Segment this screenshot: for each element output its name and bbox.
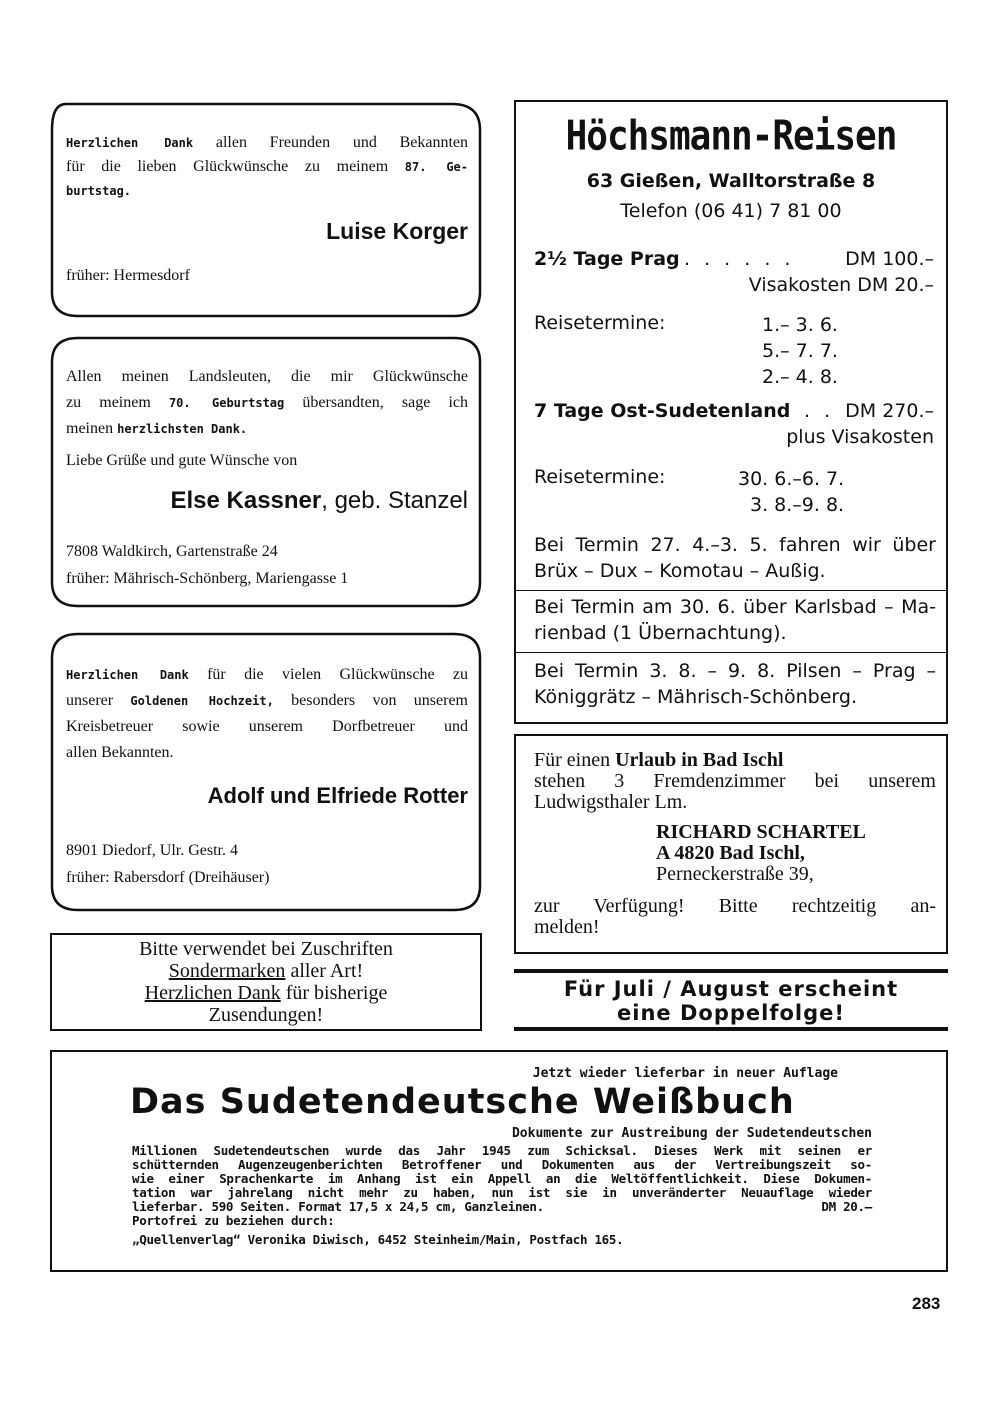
book-order-label: Portofrei zu beziehen durch:: [132, 1213, 335, 1228]
stamps-line2: Sondermarken aller Art!: [168, 960, 364, 982]
divider: [516, 590, 946, 591]
trip2-visa: plus Visakosten: [786, 426, 934, 448]
stamps-line3: Herzlichen Dank für bisherige: [144, 982, 388, 1004]
notice1-line2: für die lieben Glückwünsche zu meinem 87. Ge-: [66, 158, 468, 175]
route3-line1: Bei Termin 3. 8. – 9. 8. Pilsen – Prag –: [534, 660, 936, 682]
stamps-line4: Zusendungen!: [208, 1004, 324, 1026]
book-publisher: „Quellenverlag“ Veronika Diwisch, 6452 Steinheim/Main, Postfach 165.: [132, 1232, 624, 1247]
notice1-line1: Herzlichen Dank allen Freunden und Bekannten: [66, 134, 468, 151]
notice2-address: 7808 Waldkirch, Gartenstraße 24: [66, 543, 278, 560]
route1-line1: Bei Termin 27. 4.–3. 5. fahren wir über: [534, 534, 936, 556]
trip2-dots: . .: [804, 400, 835, 422]
notice2-line2: zu meinem 70. Geburtstag übersandten, sage ich: [66, 394, 469, 411]
book-body-line: tation war jahrelang nicht mehr zu haben, nun ist sie in unveränderter Neuauflage wieder: [132, 1185, 872, 1200]
trip2-price: DM 270.–: [845, 400, 934, 422]
notice1-name: Luise Korger: [326, 218, 468, 244]
trip1-price: DM 100.–: [845, 248, 934, 270]
notice3-address: 8901 Diedorf, Ulr. Gestr. 4: [66, 842, 238, 859]
notice1-line3: burtstag.: [66, 184, 132, 198]
announce-line1: Für Juli / August erscheint: [563, 977, 899, 1001]
trip2-date: 3. 8.–9. 8.: [750, 494, 845, 516]
notice3-line4: allen Bekannten.: [66, 744, 174, 761]
ischl-name: RICHARD SCHARTEL: [656, 821, 866, 843]
notice2-greeting: Liebe Grüße und gute Wünsche von: [66, 452, 298, 469]
book-last-line: [132, 1200, 872, 1214]
notice3-line1: Herzlichen Dank für die vielen Glückwünsche zu: [66, 666, 469, 683]
notice3-line3: Kreisbetreuer sowie unserem Dorfbetreuer und: [66, 718, 468, 735]
trip1-date: 5.– 7. 7.: [762, 340, 838, 362]
trip2-dates-label: Reisetermine:: [534, 466, 666, 488]
trip2-date: 30. 6.–6. 7.: [738, 468, 845, 490]
trip1-visa: Visakosten DM 20.–: [748, 274, 934, 296]
stamps-line1: Bitte verwendet bei Zuschriften: [139, 938, 393, 960]
travel-title: Höchsmann-Reisen: [565, 112, 897, 161]
trip1-dates-label: Reisetermine:: [534, 312, 666, 334]
trip2-label: 7 Tage Ost-Sudetenland: [534, 400, 791, 422]
announce-rule-top: [514, 969, 948, 973]
trip1-date: 1.– 3. 6.: [762, 314, 838, 336]
notice2-origin: früher: Mährisch-Schönberg, Mariengasse 1: [66, 570, 349, 587]
bad-ischl-ad: [514, 734, 948, 954]
announce-line2: eine Doppelfolge!: [617, 1001, 845, 1025]
route2-line2: rienbad (1 Übernachtung).: [534, 622, 787, 644]
notice3-name: Adolf und Elfriede Rotter: [207, 783, 468, 808]
book-subtitle: Dokumente zur Austreibung der Sudetendeutschen: [511, 1126, 872, 1141]
notice3-origin: früher: Rabersdorf (Dreihäuser): [66, 869, 270, 886]
notice2-line3: meinen herzlichsten Dank.: [66, 420, 248, 437]
trip1-date: 2.– 4. 8.: [762, 366, 838, 388]
weissbuch-ad: [50, 1050, 948, 1272]
route3-line2: Königgrätz – Mährisch-Schönberg.: [534, 686, 857, 708]
book-format: lieferbar. 590 Seiten. Format 17,5 x 24,5 cm, Ganzleinen.: [132, 1199, 544, 1214]
travel-phone: Telefon (06 41) 7 81 00: [620, 200, 842, 222]
stamps-request-box: [50, 933, 482, 1031]
route2-line1: Bei Termin am 30. 6. über Karlsbad – Ma-: [534, 596, 936, 618]
travel-ad: [514, 100, 948, 724]
ischl-town: A 4820 Bad Ischl,: [656, 842, 805, 864]
notice2-line1: Allen meinen Landsleuten, die mir Glückwünsche: [66, 368, 468, 385]
notice1-origin: früher: Hermesdorf: [66, 267, 190, 284]
announce-rule-bottom: [514, 1027, 948, 1031]
page-number: 283: [912, 1294, 941, 1313]
notice3-line2: unserer Goldenen Hochzeit, besonders von unserem: [66, 692, 469, 709]
book-body-line: schütternden Augenzeugenberichten Betroffener und Dokumenten aus der Vertreibungszeit so-: [132, 1157, 872, 1172]
ischl-line1: Für einen Urlaub in Bad Ischl: [534, 749, 784, 771]
book-body-line: wie einer Sprachenkarte im Anhang ist ein Appell an die Weltöffentlichkeit. Diese Dokumen-: [132, 1171, 872, 1186]
ischl-line4: zur Verfügung! Bitte rechtzeitig an-: [534, 895, 936, 917]
route1-line2: Brüx – Dux – Komotau – Außig.: [534, 560, 826, 582]
trip2-row: [534, 398, 934, 424]
trip1-label: 2½ Tage Prag: [534, 248, 680, 270]
trip1-dots: . . . . . .: [684, 248, 795, 270]
ischl-line2: stehen 3 Fremdenzimmer bei unserem: [534, 770, 936, 792]
trip1-row: [534, 246, 934, 272]
ischl-line3: Ludwigsthaler Lm.: [534, 791, 688, 813]
book-kicker: Jetzt wieder lieferbar in neuer Auflage: [532, 1066, 838, 1081]
book-price: DM 20.–: [821, 1199, 872, 1214]
ischl-street: Perneckerstraße 39,: [656, 863, 814, 885]
book-body-line: Millionen Sudetendeutschen wurde das Jahr 1945 zum Schicksal. Dieses Werk mit seinen er: [132, 1143, 872, 1158]
travel-address: 63 Gießen, Walltorstraße 8: [586, 170, 876, 192]
ischl-line5: melden!: [534, 916, 600, 938]
book-title: Das Sudetendeutsche Weißbuch: [130, 1082, 795, 1122]
notice2-name: Else Kassner, geb. Stanzel: [170, 487, 468, 514]
divider: [516, 652, 946, 653]
